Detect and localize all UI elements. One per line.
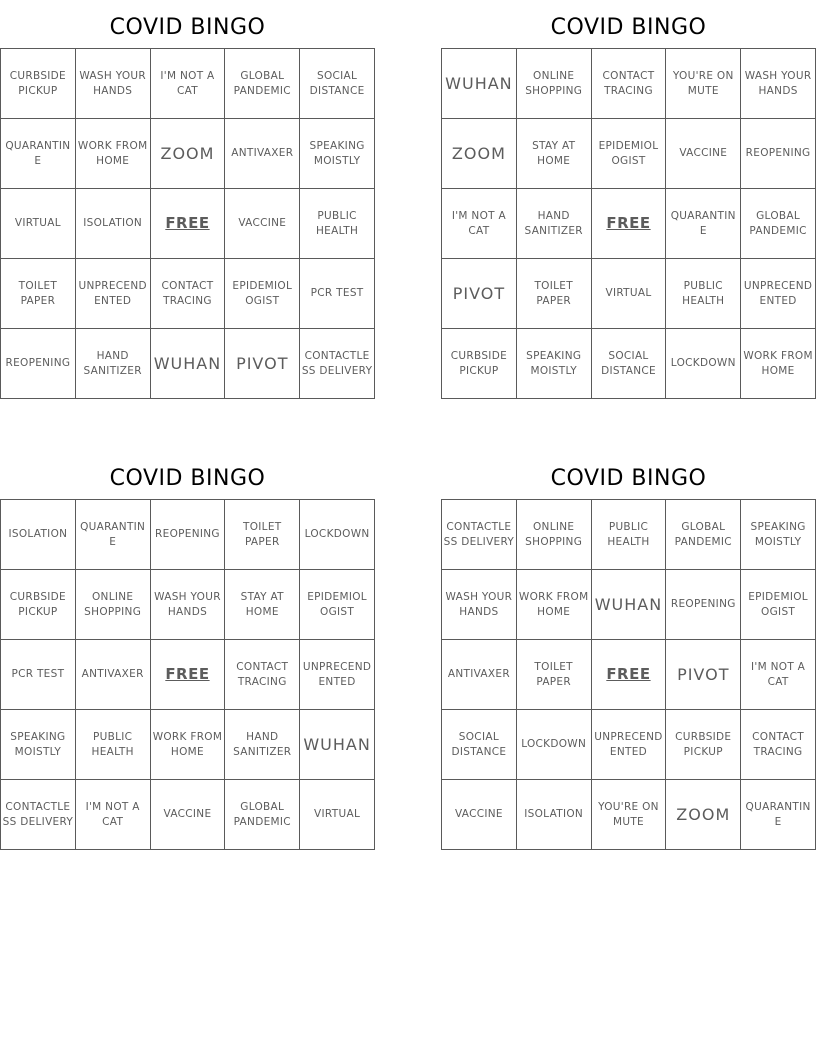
bingo-grid — [441, 48, 816, 399]
bingo-cell: EPIDEMIOL OGIST — [300, 570, 375, 640]
free-space-cell: FREE — [591, 640, 666, 710]
bingo-row — [442, 570, 816, 640]
bingo-cell: ONLINE SHOPPING — [516, 49, 591, 119]
card-title: COVID BINGO — [550, 15, 707, 40]
bingo-row — [1, 119, 375, 189]
bingo-cell: UNPRECEND ENTED — [300, 640, 375, 710]
bingo-cell: PUBLIC HEALTH — [591, 500, 666, 570]
bingo-cell: WORK FROM HOME — [75, 119, 150, 189]
bingo-cell: ANTIVAXER — [442, 640, 517, 710]
bingo-cell: CURBSIDE PICKUP — [1, 570, 76, 640]
bingo-cell: I'M NOT A CAT — [75, 780, 150, 850]
bingo-cell: REOPENING — [666, 570, 741, 640]
bingo-grid — [441, 499, 816, 850]
bingo-cell: TOILET PAPER — [516, 640, 591, 710]
bingo-cell: WORK FROM HOME — [516, 570, 591, 640]
bingo-cell: PCR TEST — [300, 259, 375, 329]
bingo-cell: STAY AT HOME — [516, 119, 591, 189]
bingo-row — [1, 49, 375, 119]
bingo-cell: TOILET PAPER — [1, 259, 76, 329]
bingo-cell: CONTACTLE SS DELIVERY — [300, 329, 375, 399]
bingo-cell: SOCIAL DISTANCE — [300, 49, 375, 119]
bingo-row — [1, 780, 375, 850]
bingo-grid — [0, 48, 375, 399]
bingo-cell: CURBSIDE PICKUP — [666, 710, 741, 780]
bingo-cell: VIRTUAL — [300, 780, 375, 850]
bingo-cell: I'M NOT A CAT — [150, 49, 225, 119]
bingo-cell: GLOBAL PANDEMIC — [666, 500, 741, 570]
bingo-cell: GLOBAL PANDEMIC — [741, 189, 816, 259]
bingo-cell: LOCKDOWN — [666, 329, 741, 399]
bingo-cell: SOCIAL DISTANCE — [591, 329, 666, 399]
bingo-cell: LOCKDOWN — [300, 500, 375, 570]
bingo-cell: ISOLATION — [75, 189, 150, 259]
bingo-cell: SPEAKING MOISTLY — [300, 119, 375, 189]
bingo-cell: GLOBAL PANDEMIC — [225, 780, 300, 850]
free-space-cell: FREE — [150, 189, 225, 259]
bingo-cell: VIRTUAL — [1, 189, 76, 259]
bingo-cell: ANTIVAXER — [225, 119, 300, 189]
bingo-cell: PIVOT — [225, 329, 300, 399]
bingo-row — [1, 570, 375, 640]
bingo-cell: EPIDEMIOL OGIST — [591, 119, 666, 189]
bingo-cell: REOPENING — [741, 119, 816, 189]
bingo-cell: VACCINE — [442, 780, 517, 850]
bingo-cell: CONTACT TRACING — [225, 640, 300, 710]
bingo-cell: WASH YOUR HANDS — [741, 49, 816, 119]
bingo-cell: PUBLIC HEALTH — [300, 189, 375, 259]
bingo-row — [442, 189, 816, 259]
card-title: COVID BINGO — [109, 15, 266, 40]
bingo-cell: I'M NOT A CAT — [741, 640, 816, 710]
bingo-cell: WUHAN — [300, 710, 375, 780]
bingo-cell: PIVOT — [442, 259, 517, 329]
bingo-cell: QUARANTIN E — [666, 189, 741, 259]
bingo-row — [1, 640, 375, 710]
bingo-cell: PUBLIC HEALTH — [75, 710, 150, 780]
bingo-cell: WORK FROM HOME — [741, 329, 816, 399]
bingo-cell: ONLINE SHOPPING — [75, 570, 150, 640]
bingo-cell: TOILET PAPER — [516, 259, 591, 329]
bingo-cell: WORK FROM HOME — [150, 710, 225, 780]
card-title: COVID BINGO — [550, 466, 707, 491]
bingo-cell: CONTACTLE SS DELIVERY — [442, 500, 517, 570]
bingo-cell: CONTACTLE SS DELIVERY — [1, 780, 76, 850]
bingo-cell: I'M NOT A CAT — [442, 189, 517, 259]
bingo-cell: YOU'RE ON MUTE — [591, 780, 666, 850]
bingo-cell: WUHAN — [591, 570, 666, 640]
bingo-cell: HAND SANITIZER — [225, 710, 300, 780]
bingo-cell: SPEAKING MOISTLY — [1, 710, 76, 780]
bingo-cell: ISOLATION — [1, 500, 76, 570]
bingo-row — [442, 119, 816, 189]
bingo-grid — [0, 499, 375, 850]
bingo-cell: UNPRECEND ENTED — [741, 259, 816, 329]
bingo-cell: CURBSIDE PICKUP — [442, 329, 517, 399]
bingo-cell: CONTACT TRACING — [741, 710, 816, 780]
bingo-cell: VACCINE — [150, 780, 225, 850]
bingo-cell: PUBLIC HEALTH — [666, 259, 741, 329]
bingo-row — [1, 500, 375, 570]
bingo-cell: ISOLATION — [516, 780, 591, 850]
bingo-cell: QUARANTIN E — [741, 780, 816, 850]
bingo-row — [442, 500, 816, 570]
bingo-row — [442, 329, 816, 399]
bingo-row — [442, 710, 816, 780]
bingo-row — [442, 640, 816, 710]
bingo-cell: WUHAN — [442, 49, 517, 119]
bingo-cell: PIVOT — [666, 640, 741, 710]
bingo-cell: YOU'RE ON MUTE — [666, 49, 741, 119]
bingo-cell: CONTACT TRACING — [591, 49, 666, 119]
bingo-cell: TOILET PAPER — [225, 500, 300, 570]
bingo-row — [442, 49, 816, 119]
bingo-cell: VIRTUAL — [591, 259, 666, 329]
bingo-cell: HAND SANITIZER — [516, 189, 591, 259]
bingo-cell: HAND SANITIZER — [75, 329, 150, 399]
bingo-cell: WASH YOUR HANDS — [75, 49, 150, 119]
bingo-row — [1, 189, 375, 259]
bingo-cell: REOPENING — [150, 500, 225, 570]
bingo-cell: UNPRECEND ENTED — [75, 259, 150, 329]
bingo-cell: EPIDEMIOL OGIST — [741, 570, 816, 640]
bingo-cell: ZOOM — [666, 780, 741, 850]
bingo-cell: WASH YOUR HANDS — [442, 570, 517, 640]
bingo-cell: SOCIAL DISTANCE — [442, 710, 517, 780]
bingo-cell: QUARANTIN E — [75, 500, 150, 570]
bingo-cell: CURBSIDE PICKUP — [1, 49, 76, 119]
bingo-cell: UNPRECEND ENTED — [591, 710, 666, 780]
bingo-cell: ONLINE SHOPPING — [516, 500, 591, 570]
bingo-cell: WASH YOUR HANDS — [150, 570, 225, 640]
bingo-row — [442, 780, 816, 850]
bingo-cell: WUHAN — [150, 329, 225, 399]
bingo-row — [442, 259, 816, 329]
bingo-cell: PCR TEST — [1, 640, 76, 710]
bingo-cell: LOCKDOWN — [516, 710, 591, 780]
bingo-cell: ZOOM — [150, 119, 225, 189]
bingo-cell: SPEAKING MOISTLY — [516, 329, 591, 399]
bingo-row — [1, 329, 375, 399]
card-title: COVID BINGO — [109, 466, 266, 491]
bingo-cell: REOPENING — [1, 329, 76, 399]
bingo-cell: CONTACT TRACING — [150, 259, 225, 329]
bingo-row — [1, 259, 375, 329]
bingo-cell: SPEAKING MOISTLY — [741, 500, 816, 570]
bingo-cell: QUARANTIN E — [1, 119, 76, 189]
bingo-cell: ZOOM — [442, 119, 517, 189]
free-space-cell: FREE — [591, 189, 666, 259]
bingo-cell: STAY AT HOME — [225, 570, 300, 640]
free-space-cell: FREE — [150, 640, 225, 710]
bingo-cell: VACCINE — [225, 189, 300, 259]
bingo-cell: GLOBAL PANDEMIC — [225, 49, 300, 119]
bingo-row — [1, 710, 375, 780]
bingo-cell: EPIDEMIOL OGIST — [225, 259, 300, 329]
bingo-cell: VACCINE — [666, 119, 741, 189]
bingo-cell: ANTIVAXER — [75, 640, 150, 710]
